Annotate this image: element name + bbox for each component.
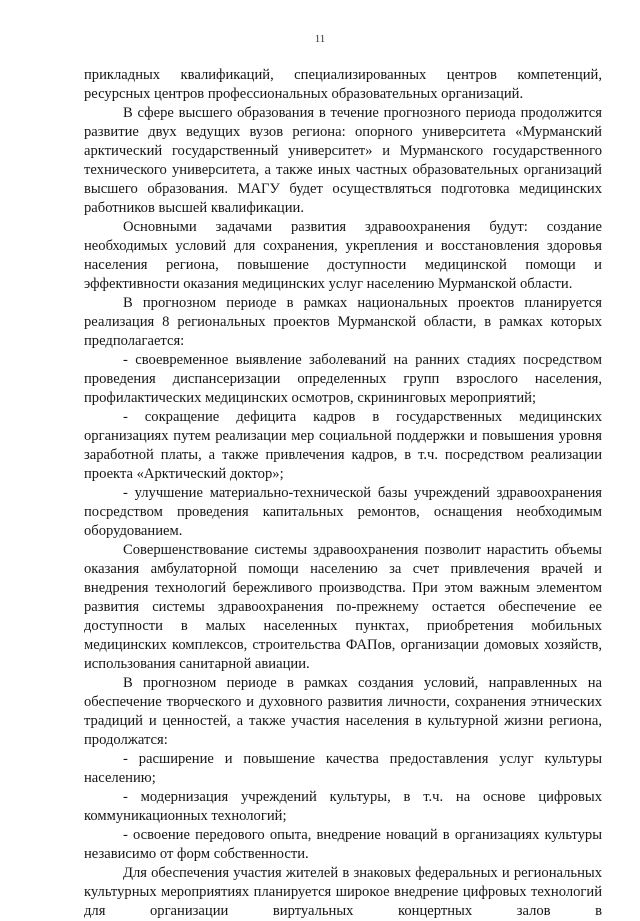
list-item-culture-modernization: - модернизация учреждений культуры, в т.ч. на основе цифровых коммуникационных технологий; — [84, 789, 602, 824]
list-item-culture-services: - расширение и повышение качества предоставления услуг культуры населению; — [84, 751, 602, 786]
paragraph-higher-education: В сфере высшего образования в течение прогнозного периода продолжится развитие двух ведущих вузов региона: опорного университета «Мурманский арктический государственный университет» и Мурманского государственного технического университета, а также иных частных образовательных организаций высшего образования. МАГУ будет осуществляться подготовка медицинских работников высшей квалификации. — [84, 105, 602, 216]
paragraph-healthcare-goals: Основными задачами развития здравоохранения будут: создание необходимых условий для сохранения, укрепления и восстановления здоровья населения региона, повышение доступности медицинской помощи и эффективности оказания медицинских услуг населению Мурманской области. — [84, 219, 602, 292]
list-item-infrastructure: - улучшение материально-технической базы учреждений здравоохранения посредством проведения капитальных ремонтов, оснащения необходимым оборудованием. — [84, 485, 602, 539]
paragraph-healthcare-improvement: Совершенствование системы здравоохранения позволит нарастить объемы оказания амбулаторной помощи населению за счет привлечения врачей и внедрения технологий бережливого производства. При этом важным элементом развития системы здравоохранения по-прежнему остается обеспечение ее доступности в малых населенных пунктах, приобретения мобильных медицинских комплексов, строительства ФАПов, организации домовых хозяйств, использования санитарной авиации. — [84, 542, 602, 672]
list-item-best-practices: - освоение передового опыта, внедрение новаций в организациях культуры независимо от форм собственности. — [84, 827, 602, 862]
list-item-staff-shortage: - сокращение дефицита кадров в государственных медицинских организациях путем реализации мер социальной поддержки и повышения уровня заработной платы, а также привлечения кадров, в т.ч. посредством реализации проекта «Арктический доктор»; — [84, 409, 602, 482]
document-body — [84, 66, 602, 921]
paragraph-culture-conditions: В прогнозном периоде в рамках создания условий, направленных на обеспечение творческого и духовного развития личности, сохранения этнических традиций и ценностей, а также участия населения в культурной жизни региона, продолжатся: — [84, 675, 602, 748]
paragraph-regional-projects: В прогнозном периоде в рамках национальных проектов планируется реализация 8 региональных проектов Мурманской области, в рамках которых предполагается: — [84, 295, 602, 349]
list-item-early-detection: - своевременное выявление заболеваний на ранних стадиях посредством проведения диспансеризации определенных групп взрослого населения, профилактических медицинских осмотров, скрининговых мероприятий; — [84, 352, 602, 406]
paragraph-digital-culture: Для обеспечения участия жителей в знаковых федеральных и региональных культурных мероприятиях планируется широкое внедрение цифровых технологий для организации виртуальных концертных залов в — [84, 865, 602, 919]
paragraph-continuation: прикладных квалификаций, специализированных центров компетенций, ресурсных центров профессиональных образовательных организаций. — [84, 67, 602, 102]
page-number: 11 — [314, 33, 326, 45]
